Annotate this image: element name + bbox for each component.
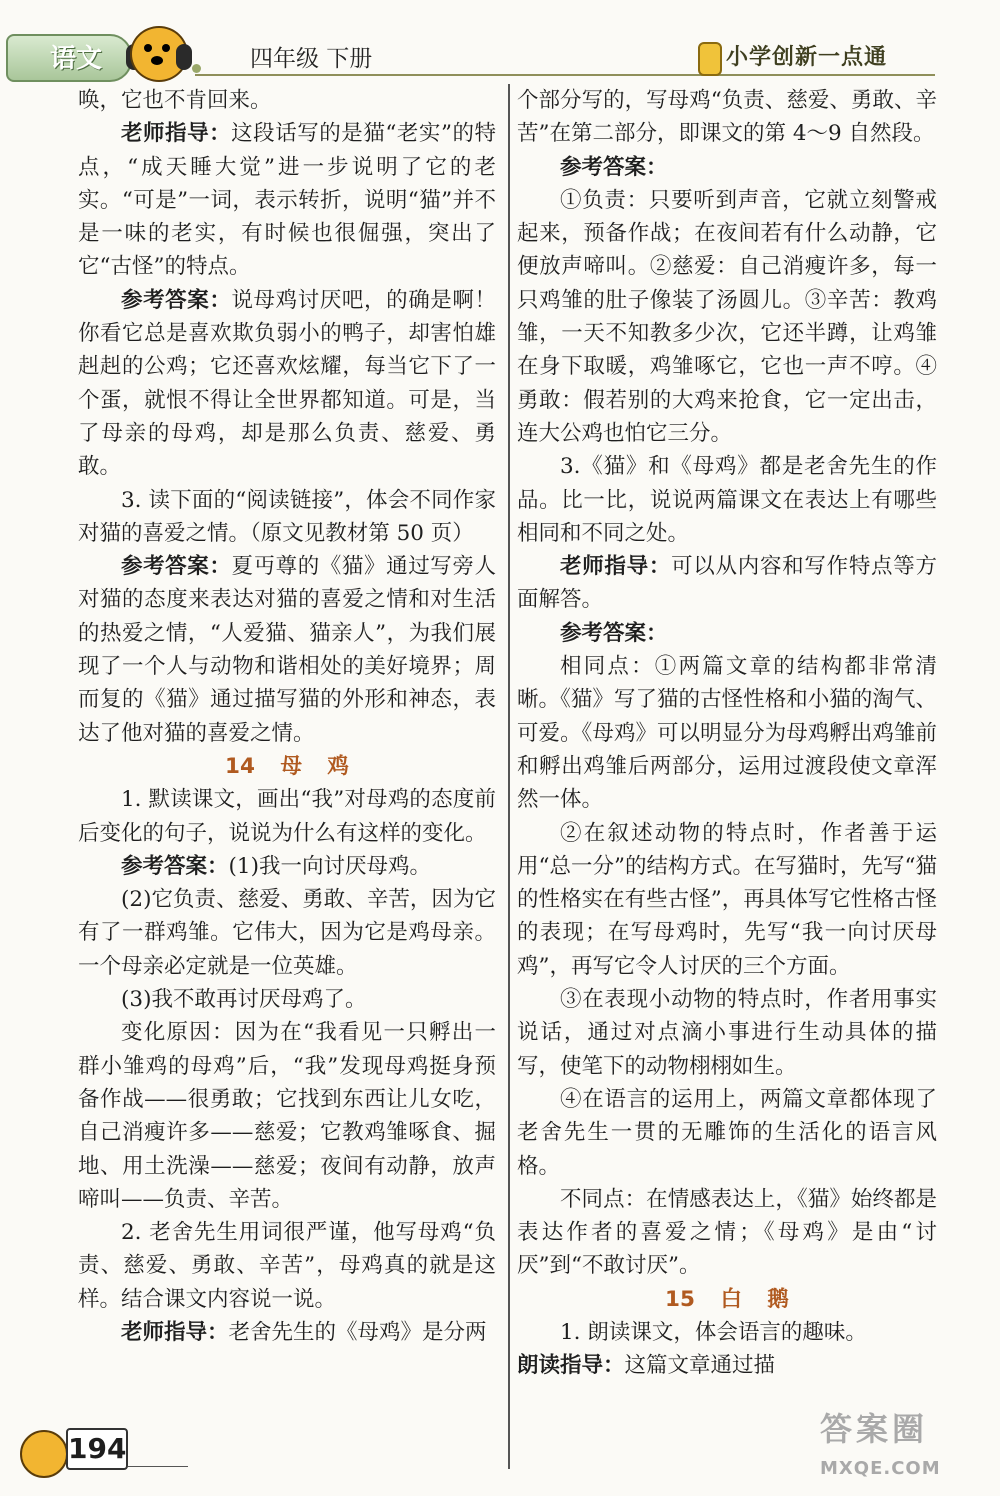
text: (1)我一向讨厌母鸡。	[228, 853, 431, 879]
paragraph: (2)它负责、慈爱、勇敢、辛苦，因为它有了一群鸡雏。它伟大，因为它是鸡母亲。一个母亲必定就是一位英雄。	[78, 887, 496, 979]
subject-label: 语文	[50, 44, 103, 74]
footer-rule	[128, 1466, 188, 1467]
left-column	[78, 84, 496, 1349]
paragraph	[517, 1349, 937, 1382]
footer-mascot-icon	[20, 1430, 68, 1478]
text: 这段话写的是猫“老实”的特点，“成天睡大觉”进一步说明了它的老实。“可是”一词，表示转折，说明“猫”并不是一味的老实，有时候也很倔强，突出了它“古怪”的特点。	[78, 121, 496, 280]
header-rule	[195, 74, 935, 76]
watermark	[820, 1404, 995, 1479]
text: 可以从内容和写作特点等方面解答。	[517, 554, 937, 613]
label: 老师指导：	[560, 554, 672, 580]
grade-label: 四年级 下册	[250, 46, 373, 72]
mascot-eye-icon	[162, 44, 170, 52]
lesson-heading: 15 白 鹅	[665, 1286, 789, 1312]
text: 这篇文章通过描	[624, 1353, 776, 1379]
label: 参考答案：	[121, 554, 232, 580]
paragraph	[78, 117, 496, 283]
label: 参考答案：	[121, 853, 229, 879]
page-header	[0, 0, 1000, 92]
brand-bulb-icon	[698, 42, 722, 76]
paragraph: 个部分写的，写母鸡“负责、慈爱、勇敢、辛苦”在第二部分，即课文的第 4～9 自然段。	[517, 88, 937, 147]
label: 朗读指导：	[517, 1353, 625, 1379]
question: 3.《猫》和《母鸡》都是老舍先生的作品。比一比，说说两篇课文在表达上有哪些相同和不同之处。	[517, 454, 937, 546]
paragraph: ④在语言的运用上，两篇文章都体现了老舍先生一贯的无雕饰的生活化的语言风格。	[517, 1086, 937, 1179]
paragraph: ①负责：只要听到声音，它就立刻警戒起来，预备作战；在夜间若有什么动静，它便放声啼叫。②慈爱：自己消瘦许多，每一只鸡雏的肚子像装了汤圆儿。③辛苦：教鸡雏，一天不知教多少次，它还半蹲，让鸡雏在身下取暖，鸡雏啄它，它也一声不哼。④勇敢：假若别的大鸡来抢食，它一定出击，连大公鸡也怕它三分。	[517, 187, 937, 446]
mascot-ear-icon	[176, 44, 192, 70]
question: 1. 朗读课文，体会语言的趣味。	[560, 1319, 867, 1345]
paragraph: 相同点：①两篇文章的结构都非常清晰。《猫》写了猫的古怪性格和小猫的淘气、可爱。《母鸡》可以明显分为母鸡孵出鸡雏前和孵出鸡雏后两部分，运用过渡段使文章浑然一体。	[517, 654, 937, 813]
header-dot-icon	[192, 64, 201, 73]
text: 老舍先生的《母鸡》是分两	[228, 1319, 487, 1345]
question: 2. 老舍先生用词很严谨，他写母鸡“负责、慈爱、勇敢、辛苦”，母鸡真的就是这样。结合课文内容说一说。	[78, 1220, 496, 1312]
mascot-nose-icon	[151, 56, 163, 65]
paragraph: (3)我不敢再讨厌母鸡了。	[121, 987, 367, 1013]
paragraph: ③在表现小动物的特点时，作者用事实说话，通过对点滴小事进行生动具体的描写，使笔下的动物栩栩如生。	[517, 987, 937, 1079]
label: 参考答案：	[560, 154, 668, 180]
brand-title: 小学创新一点通	[726, 44, 888, 70]
question: 3. 读下面的“阅读链接”，体会不同作家对猫的喜爱之情。（原文见教材第 50 页）	[78, 487, 496, 546]
paragraph: 不同点：在情感表达上，《猫》始终都是表达作者的喜爱之情；《母鸡》是由“讨厌”到“不敢讨厌”。	[517, 1186, 937, 1279]
paragraph	[78, 284, 496, 484]
column-divider	[508, 84, 510, 1469]
paragraph	[78, 550, 496, 750]
label: 老师指导：	[121, 121, 232, 147]
page-number: 194	[66, 1428, 128, 1470]
label: 参考答案：	[121, 287, 232, 313]
paragraph: 变化原因：因为在“我看见一只孵出一群小雏鸡的母鸡”后，“我”发现母鸡挺身预备作战——很勇敢；它找到东西让儿女吃，自己消瘦许多——慈爱；它教鸡雏啄食、掘地、用土洗澡——慈爱；夜间有动静，放声啼叫——负责、辛苦。	[78, 1020, 496, 1212]
label: 参考答案：	[560, 620, 668, 646]
paragraph	[78, 1316, 496, 1349]
paragraph	[517, 550, 937, 617]
label: 老师指导：	[121, 1319, 229, 1345]
watermark-url: MXQE.COM	[820, 1458, 941, 1479]
mascot-eye-icon	[144, 44, 152, 52]
paragraph: ②在叙述动物的特点时，作者善于运用“总一分”的结构方式。在写猫时，先写“猫的性格实在有些古怪”，再具体写它性格古怪的表现；在写母鸡时，先写“我一向讨厌母鸡”，再写它令人讨厌的三个方面。	[517, 820, 937, 979]
paragraph	[78, 850, 496, 883]
paragraph: 唤，它也不肯回来。	[78, 88, 272, 113]
lesson-heading: 14 母 鸡	[225, 753, 349, 779]
text: 说母鸡讨厌吧，的确是啊！你看它总是喜欢欺负弱小的鸭子，却害怕雄赳赳的公鸡；它还喜欢炫耀，每当它下了一个蛋，就恨不得让全世界都知道。可是，当了母亲的母鸡，却是那么负责、慈爱、勇敢。	[78, 287, 496, 480]
watermark-text: 答案圈	[820, 1410, 929, 1448]
text: 夏丏尊的《猫》通过写旁人对猫的态度来表达对猫的喜爱之情和对生活的热爱之情，“人爱猫、猫亲人”，为我们展现了一个人与动物和谐相处的美好境界；周而复的《猫》通过描写猫的外形和神态，表达了他对猫的喜爱之情。	[78, 554, 496, 746]
question: 1. 默读课文，画出“我”对母鸡的态度前后变化的句子，说说为什么有这样的变化。	[78, 787, 496, 846]
right-column	[517, 84, 937, 1383]
